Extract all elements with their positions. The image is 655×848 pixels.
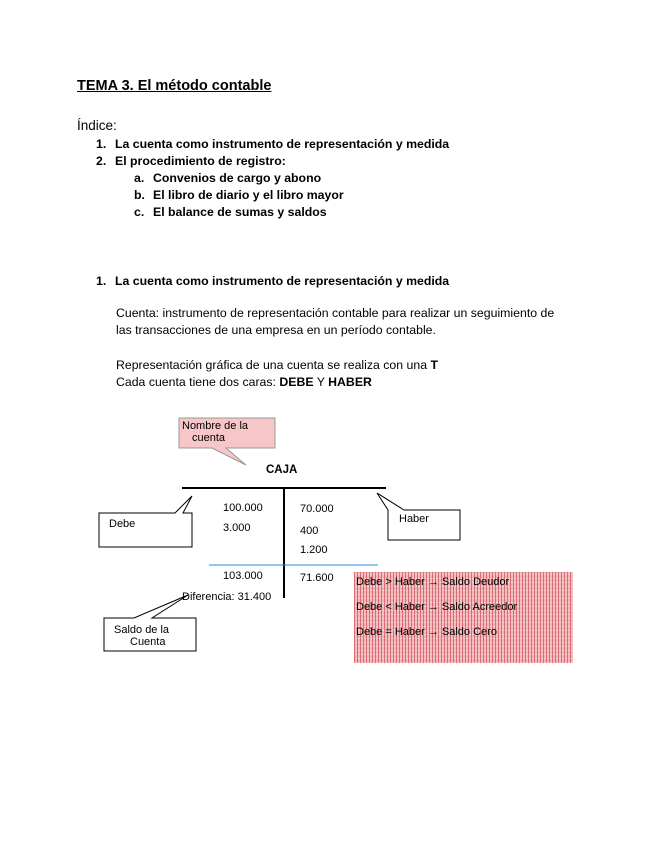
haber-callout-label: Haber: [399, 513, 429, 525]
index-subitem-b-num: b.: [134, 188, 145, 202]
section-1-heading: La cuenta como instrumento de representación y medida: [115, 274, 450, 288]
index-item-2-num: 2.: [96, 154, 107, 168]
account-name-callout: [182, 420, 248, 444]
debe-entry: 3.000: [223, 522, 251, 534]
haber-entry: 1.200: [300, 544, 328, 556]
debe-word: DEBE: [279, 375, 314, 389]
page-title: TEMA 3. El método contable: [77, 78, 272, 94]
two-sides-text: Cada cuenta tiene dos caras:: [116, 375, 276, 389]
account-name-callout-line-2: cuenta: [192, 432, 226, 444]
saldo-callout-line-1: Saldo de la: [114, 624, 170, 636]
saldo-rule-deudor: Debe > Haber → Saldo Deudor: [356, 576, 510, 588]
haber-entry: 400: [300, 525, 319, 537]
account-name-callout-line-1: Nombre de la: [182, 420, 249, 432]
saldo-rule-cero: Debe = Haber → Saldo Cero: [356, 626, 497, 638]
t-letter: T: [430, 358, 438, 372]
haber-total: 71.600: [300, 572, 334, 584]
haber-word: HABER: [328, 375, 372, 389]
index-item-2: El procedimiento de registro:: [115, 154, 286, 168]
saldo-callout-line-2: Cuenta: [130, 636, 166, 648]
definition-line-1: Cuenta: instrumento de representación contable para realizar un seguimiento de: [116, 306, 555, 320]
debe-callout-label: Debe: [109, 518, 136, 530]
index-item-1-num: 1.: [96, 137, 107, 151]
difference-label: Diferencia: 31.400: [182, 591, 272, 603]
haber-entry: 70.000: [300, 503, 334, 515]
account-name: CAJA: [266, 464, 298, 476]
index-subitem-c: El balance de sumas y saldos: [153, 205, 327, 219]
saldo-callout: [114, 624, 169, 648]
saldo-rule-acreedor: Debe < Haber → Saldo Acreedor: [356, 601, 518, 613]
debe-total: 103.000: [223, 570, 263, 582]
representation-text: Representación gráfica de una cuenta se realiza con una: [116, 358, 428, 372]
y-word: Y: [316, 375, 325, 389]
index-label: Índice:: [77, 118, 117, 133]
index-item-1: La cuenta como instrumento de representación y medida: [115, 137, 450, 151]
index-subitem-b: El libro de diario y el libro mayor: [153, 188, 344, 202]
definition-line-2: las transacciones de una empresa en un período contable.: [116, 323, 436, 337]
section-1-num: 1.: [96, 274, 107, 288]
index-subitem-a: Convenios de cargo y abono: [153, 171, 322, 185]
index-subitem-a-num: a.: [134, 171, 145, 185]
index-subitem-c-num: c.: [134, 205, 145, 219]
debe-entry: 100.000: [223, 502, 263, 514]
